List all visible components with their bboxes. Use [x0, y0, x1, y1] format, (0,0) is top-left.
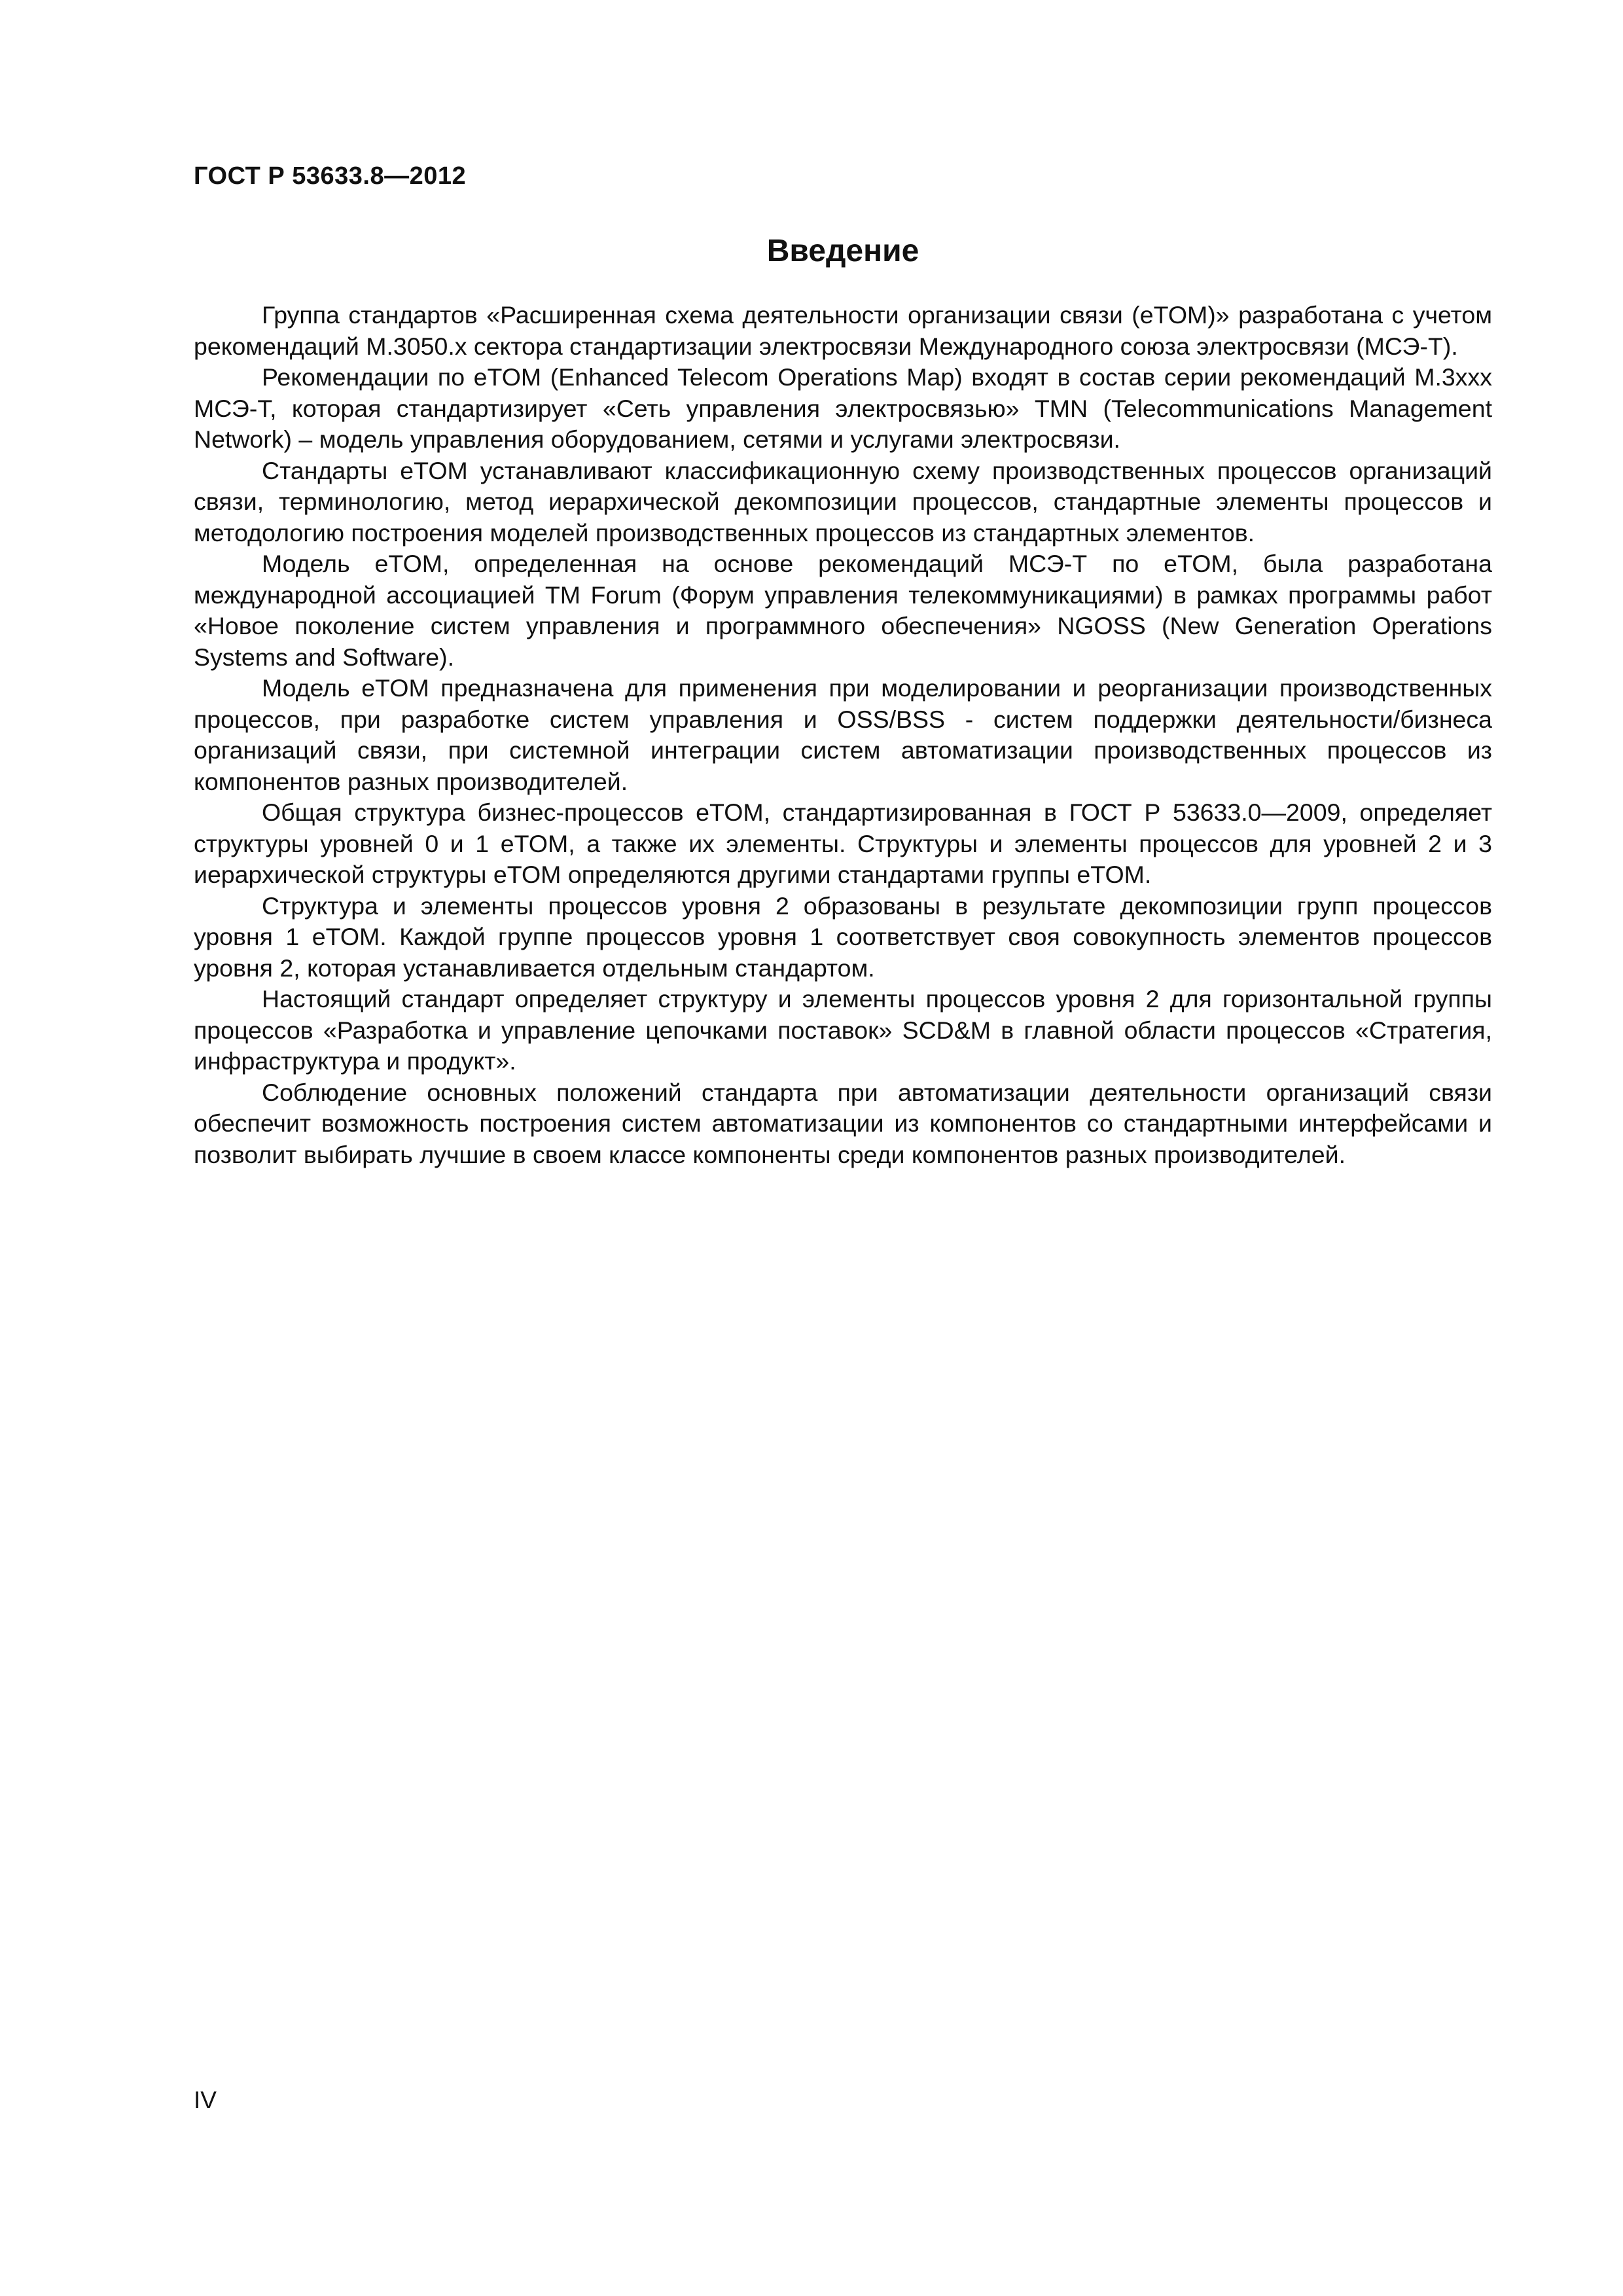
standard-code: ГОСТ Р 53633.8—2012 — [194, 162, 467, 190]
paragraph-8: Настоящий стандарт определяет структуру и элементы процессов уровня 2 для горизонтальной группы процессов «Разработка и управление цепочками поставок» SCD&M в главной области процессов «Стратегия, инфраструктура и продукт». — [194, 985, 1492, 1075]
paragraph-1: Группа стандартов «Расширенная схема деятельности организации связи (eTOM)» разработана с учетом рекомендаций М.3050.х сектора стандартизации электросвязи Международного союза электросвязи (МСЭ-Т). — [194, 301, 1492, 360]
paragraph-9: Соблюдение основных положений стандарта при автоматизации деятельности организаций связи обеспечит возможность построения систем автоматизации из компонентов со стандартными интерфейсами и позволит выбирать лучшие в своем классе компоненты среди компонентов разных производителей. — [194, 1078, 1492, 1168]
document-body — [194, 300, 1492, 1170]
paragraph-6: Общая структура бизнес-процессов eTOM, стандартизированная в ГОСТ Р 53633.0—2009, определяет структуры уровней 0 и 1 eTOM, а также их элементы. Структуры и элементы процессов для уровней 2 и 3 иерархической структуры eTOM определяются другими стандартами группы eTOM. — [194, 798, 1492, 888]
paragraph-3: Стандарты eTOM устанавливают классификационную схему производственных процессов организаций связи, терминологию, метод иерархической декомпозиции процессов, стандартные элементы процессов и методологию построения моделей производственных процессов из стандартных элементов. — [194, 456, 1492, 547]
paragraph-2: Рекомендации по eTOM (Enhanced Telecom Operations Map) входят в состав серии рекомендаций М.3xxx МСЭ-Т, которая стандартизирует «Сеть управления электросвязью» TMN (Telecommunications Management Network) – модель управления оборудованием, сетями и услугами электросвязи. — [194, 363, 1492, 453]
page-number: IV — [194, 2087, 217, 2113]
paragraph-5: Модель eTOM предназначена для применения при моделировании и реорганизации производственных процессов, при разработке систем управления и OSS/BSS - систем поддержки деятельности/бизнеса организаций связи, при системной интеграции систем автоматизации производственных процессов из компонентов разных производителей. — [194, 674, 1492, 795]
paragraph-7: Структура и элементы процессов уровня 2 образованы в результате декомпозиции групп процессов уровня 1 eTOM. Каждой группе процессов уровня 1 соответствует своя совокупность элементов процессов уровня 2, которая устанавливается отдельным стандартом. — [194, 891, 1492, 982]
paragraph-4: Модель eTOM, определенная на основе рекомендаций МСЭ-Т по eTOM, была разработана международной ассоциацией TM Forum (Форум управления телекоммуникациями) в рамках программы работ «Новое поколение систем управления и программного обеспечения» NGOSS (New Generation Operations Systems and Software). — [194, 550, 1492, 671]
section-title: Введение — [766, 234, 919, 268]
